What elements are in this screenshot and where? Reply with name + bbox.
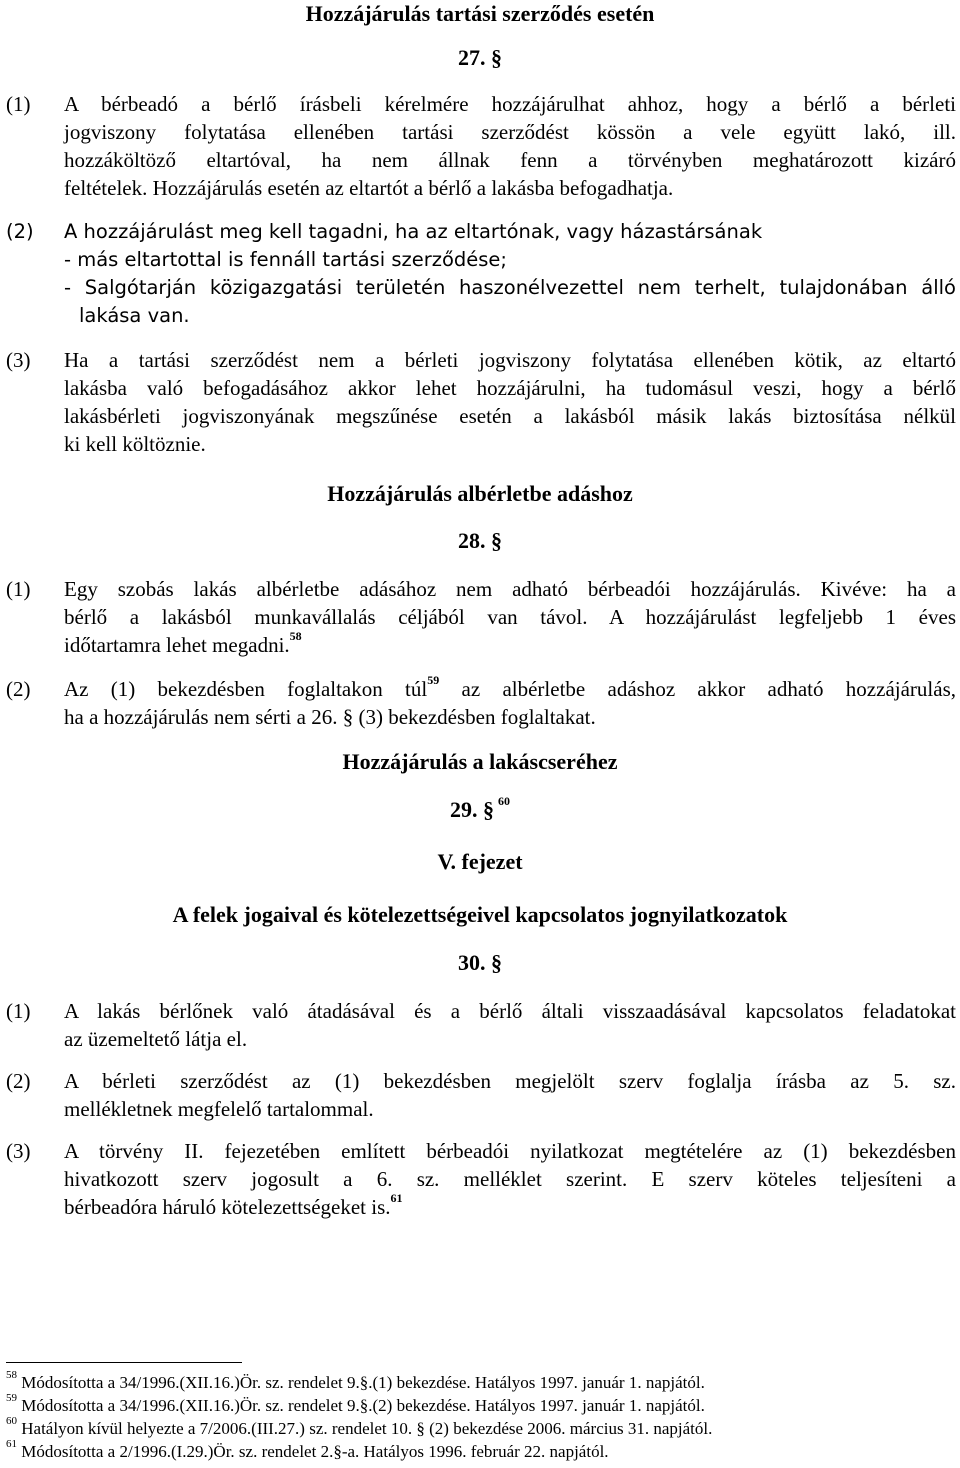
text-line: mellékletnek megfelelő tartalommal. (64, 1097, 374, 1121)
paragraph (6, 346, 956, 458)
text-line: Egy szobás lakás albérletbe adásához nem adható bérbeadói hozzájárulás. Kivéve: ha a (64, 577, 956, 601)
paragraph (6, 90, 956, 202)
text-line: hivatkozott szerv jogosult a 6. sz. melléklet szerint. E szerv köteles teljesíteni a (64, 1167, 956, 1191)
section-title: Hozzájárulás tartási szerződés esetén (305, 1, 655, 26)
paragraph-number: (2) (6, 1069, 31, 1093)
section-number-text: 29. § (450, 797, 494, 822)
paragraph-number: (3) (6, 1139, 31, 1163)
text-line: ha a hozzájárulás nem sérti a 26. § (3) bekezdésben foglaltakat. (64, 705, 596, 729)
footnote-ref[interactable]: 58 (289, 629, 302, 643)
text-line: lakásbérleti jogviszonyának megszűnése esetén a lakásból másik lakás biztosítása nélkül (64, 404, 956, 428)
paragraph (6, 1067, 956, 1123)
text-line: A törvény II. fejezetében említett bérbeadói nyilatkozat megtételére az (1) bekezdésben (64, 1139, 956, 1163)
footnote-separator (6, 1362, 242, 1363)
section-number: 30. § (458, 950, 502, 975)
footnote-number: 61 (6, 1438, 17, 1450)
footnote (6, 1438, 956, 1463)
text-line: - más eltartottal is fennáll tartási szerződése; (64, 248, 507, 271)
paragraph-text (64, 90, 956, 202)
chapter-title: V. fejezet (437, 849, 523, 874)
section-title: Hozzájárulás a lakáscseréhez (342, 749, 618, 774)
text-run: időtartamra lehet megadni. (64, 633, 290, 657)
section-number: 27. § (458, 45, 502, 70)
text-run: bérbeadóra háruló kötelezettségeket is. (64, 1195, 391, 1219)
text-line: bérlő a lakásból munkavállalás céljából van távol. A hozzájárulást legfeljebb 1 éves (64, 605, 956, 629)
text-line: jogviszony folytatása ellenében tartási szerződést kössön a vele együtt lakó, ill. (64, 120, 956, 144)
text-line: A hozzájárulást meg kell tagadni, ha az eltartónak, vagy házastársának (64, 220, 763, 243)
text-line: A lakás bérlőnek való átadásával és a bérlő általi visszaadásával kapcsolatos feladatokat (64, 999, 956, 1023)
paragraph-text (64, 1067, 956, 1123)
footnote-number: 60 (6, 1415, 17, 1427)
section-number (0, 796, 960, 824)
footnote-number: 58 (6, 1369, 17, 1381)
footnote-text: Módosította a 2/1996.(I.29.)Ör. sz. rendelet 2.§-a. Hatályos 1996. február 22. napjától. (21, 1442, 609, 1461)
paragraph-number: (1) (6, 92, 31, 116)
paragraph (6, 218, 956, 330)
text-run: az albérletbe adáshoz akkor adható hozzájárulás, (439, 677, 956, 701)
paragraph-number: (3) (6, 348, 31, 372)
footnote-ref[interactable]: 61 (390, 1191, 403, 1205)
paragraph-text (64, 218, 956, 330)
paragraph-number: (2) (6, 220, 34, 243)
text-line (64, 631, 956, 659)
paragraph-number: (2) (6, 677, 31, 701)
chapter-subtitle: A felek jogaival és kötelezettségeivel kapcsolatos jognyilatkozatok (172, 902, 788, 927)
section-title: Hozzájárulás albérletbe adáshoz (327, 481, 633, 506)
paragraph-number: (1) (6, 577, 31, 601)
footnote-ref[interactable]: 60 (498, 794, 510, 808)
text-line: lakásba való befogadásához akkor lehet hozzájárulni, ha tudomásul veszi, hogy a bérlő (64, 376, 956, 400)
paragraph-text (64, 1137, 956, 1221)
paragraph (6, 1137, 956, 1221)
paragraph-number: (1) (6, 999, 31, 1023)
footnote (6, 1415, 956, 1440)
footnote-ref[interactable]: 59 (427, 673, 440, 687)
text-line: A bérbeadó a bérlő írásbeli kérelmére hozzájárulhat ahhoz, hogy a bérlő a bérleti (64, 92, 956, 116)
footnote-number: 59 (6, 1392, 17, 1404)
paragraph (6, 575, 956, 659)
paragraph (6, 675, 956, 731)
footnote-text: Módosította a 34/1996.(XII.16.)Ör. sz. rendelet 9.§.(2) bekezdése. Hatályos 1997. január 1. napjától. (21, 1396, 705, 1415)
text-line: lakása van. (79, 304, 190, 327)
text-line: - Salgótarján közigazgatási területén haszonélvezettel nem terhelt, tulajdonában álló (64, 276, 956, 299)
paragraph (6, 997, 956, 1053)
paragraph-text (64, 675, 956, 731)
text-line (64, 1193, 956, 1221)
text-line: ki kell költöznie. (64, 432, 206, 456)
text-line: A bérleti szerződést az (1) bekezdésben megjelölt szerv foglalja írásba az 5. sz. (64, 1069, 956, 1093)
paragraph-text (64, 997, 956, 1053)
text-line: az üzemeltető látja el. (64, 1027, 248, 1051)
text-line: hozzáköltöző eltartóval, ha nem állnak fenn a törvényben meghatározott kizáró (64, 148, 956, 172)
text-line: feltételek. Hozzájárulás esetén az eltartót a bérlő a lakásba befogadhatja. (64, 176, 674, 200)
footnote (6, 1392, 956, 1417)
footnote (6, 1369, 956, 1394)
text-line: Ha a tartási szerződést nem a bérleti jogviszony folytatása ellenében kötik, az eltartó (64, 348, 956, 372)
text-run: Az (1) bekezdésben foglaltakon túl (64, 677, 428, 701)
footnote-text: Hatályon kívül helyezte a 7/2006.(III.27.) sz. rendelet 10. § (2) bekezdése 2006. március 31. napjától. (21, 1419, 713, 1438)
text-line (64, 675, 956, 703)
footnote-text: Módosította a 34/1996.(XII.16.)Ör. sz. rendelet 9.§.(1) bekezdése. Hatályos 1997. január 1. napjától. (21, 1373, 705, 1392)
paragraph-text (64, 575, 956, 659)
paragraph-text (64, 346, 956, 458)
section-number: 28. § (458, 528, 502, 553)
